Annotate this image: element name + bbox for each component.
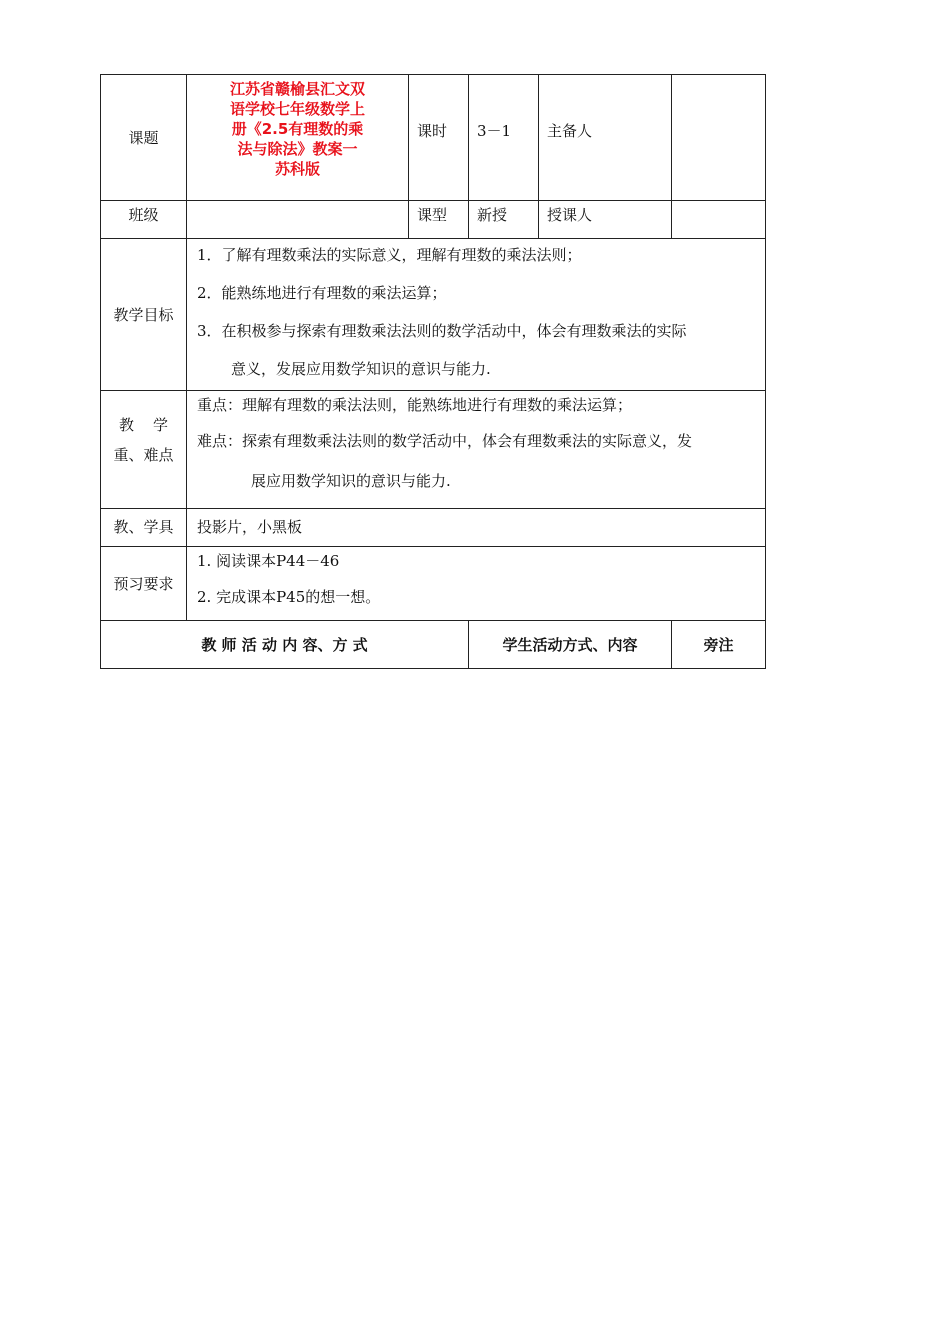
tools-label-cell [101, 509, 187, 547]
tools-row [101, 509, 766, 547]
class-row [101, 201, 766, 239]
student-activity-label: 学生活动方式、内容 [502, 635, 638, 654]
objectives-label-cell [101, 239, 187, 391]
teacher-activity-header [101, 621, 469, 669]
key-point-line: 重点：理解有理数的乘法法则，能熟练地进行有理数的乘法运算； [197, 396, 633, 414]
preview-row [101, 547, 766, 621]
activity-header-row [101, 621, 766, 669]
period-label: 课时 [417, 122, 448, 140]
period-label-cell [409, 75, 469, 201]
objective-item: 3．在积极参与探索有理数乘法法则的数学活动中，体会有理数乘法的实际 [197, 322, 687, 340]
tools-label: 教、学具 [113, 518, 174, 536]
period-value: 3－1 [477, 122, 512, 140]
lesson-title-cell [187, 75, 409, 201]
key-point-line: 展应用数学知识的意识与能力. [251, 472, 451, 490]
key-points-label-cell [101, 391, 187, 509]
preview-label-cell [101, 547, 187, 621]
lesson-title-line: 法与除法》教案一 [237, 140, 358, 158]
topic-label-cell [101, 75, 187, 201]
lesson-title-line: 苏科版 [274, 160, 320, 178]
objective-item: 2．能熟练地进行有理数的乘法运算； [197, 284, 447, 302]
objectives-label: 教学目标 [113, 305, 174, 324]
key-point-line: 难点：探索有理数乘法法则的数学活动中，体会有理数乘法的实际意义，发 [197, 432, 693, 450]
teacher-activity-label: 教 师 活 动 内 容、方 式 [201, 635, 368, 654]
objective-item: 1．了解有理数乘法的实际意义，理解有理数的乘法法则； [197, 246, 582, 264]
objectives-content-cell [187, 239, 766, 391]
class-label: 班级 [128, 206, 159, 224]
type-label-cell [409, 201, 469, 239]
key-points-content-cell [187, 391, 766, 509]
key-points-label: 重、难点 [113, 446, 174, 464]
student-activity-header [469, 621, 672, 669]
topic-label: 课题 [128, 128, 159, 147]
preview-label: 预习要求 [113, 574, 174, 593]
notes-label: 旁注 [703, 635, 734, 654]
class-label-cell [101, 201, 187, 239]
preview-content-cell [187, 547, 766, 621]
class-value-cell [187, 201, 409, 239]
type-value-cell [469, 201, 539, 239]
teacher-label-cell [539, 201, 672, 239]
preview-item: 2. 完成课本P45的想一想。 [197, 588, 381, 606]
teacher-value-cell [672, 201, 766, 239]
type-label: 课型 [417, 206, 448, 224]
objective-item: 意义，发展应用数学知识的意识与能力. [231, 360, 491, 378]
lesson-title-line: 江苏省赣榆县汇文双 [229, 80, 365, 98]
period-value-cell [469, 75, 539, 201]
lesson-title-line: 册《2.5有理数的乘 [231, 120, 364, 138]
objectives-row [101, 239, 766, 391]
lesson-plan-table [100, 74, 766, 669]
preview-item: 1. 阅读课本P44－46 [197, 552, 340, 570]
tools-content-cell [187, 509, 766, 547]
lead-label: 主备人 [547, 122, 593, 140]
header-row [101, 75, 766, 201]
lead-value-cell [672, 75, 766, 201]
tools-value: 投影片，小黑板 [197, 518, 303, 536]
teacher-label: 授课人 [547, 206, 593, 224]
key-points-label: 教 学 [118, 416, 169, 434]
lead-label-cell [539, 75, 672, 201]
notes-header [672, 621, 766, 669]
key-points-row [101, 391, 766, 509]
type-value: 新授 [477, 206, 508, 224]
lesson-title-line: 语学校七年级数学上 [229, 100, 365, 118]
